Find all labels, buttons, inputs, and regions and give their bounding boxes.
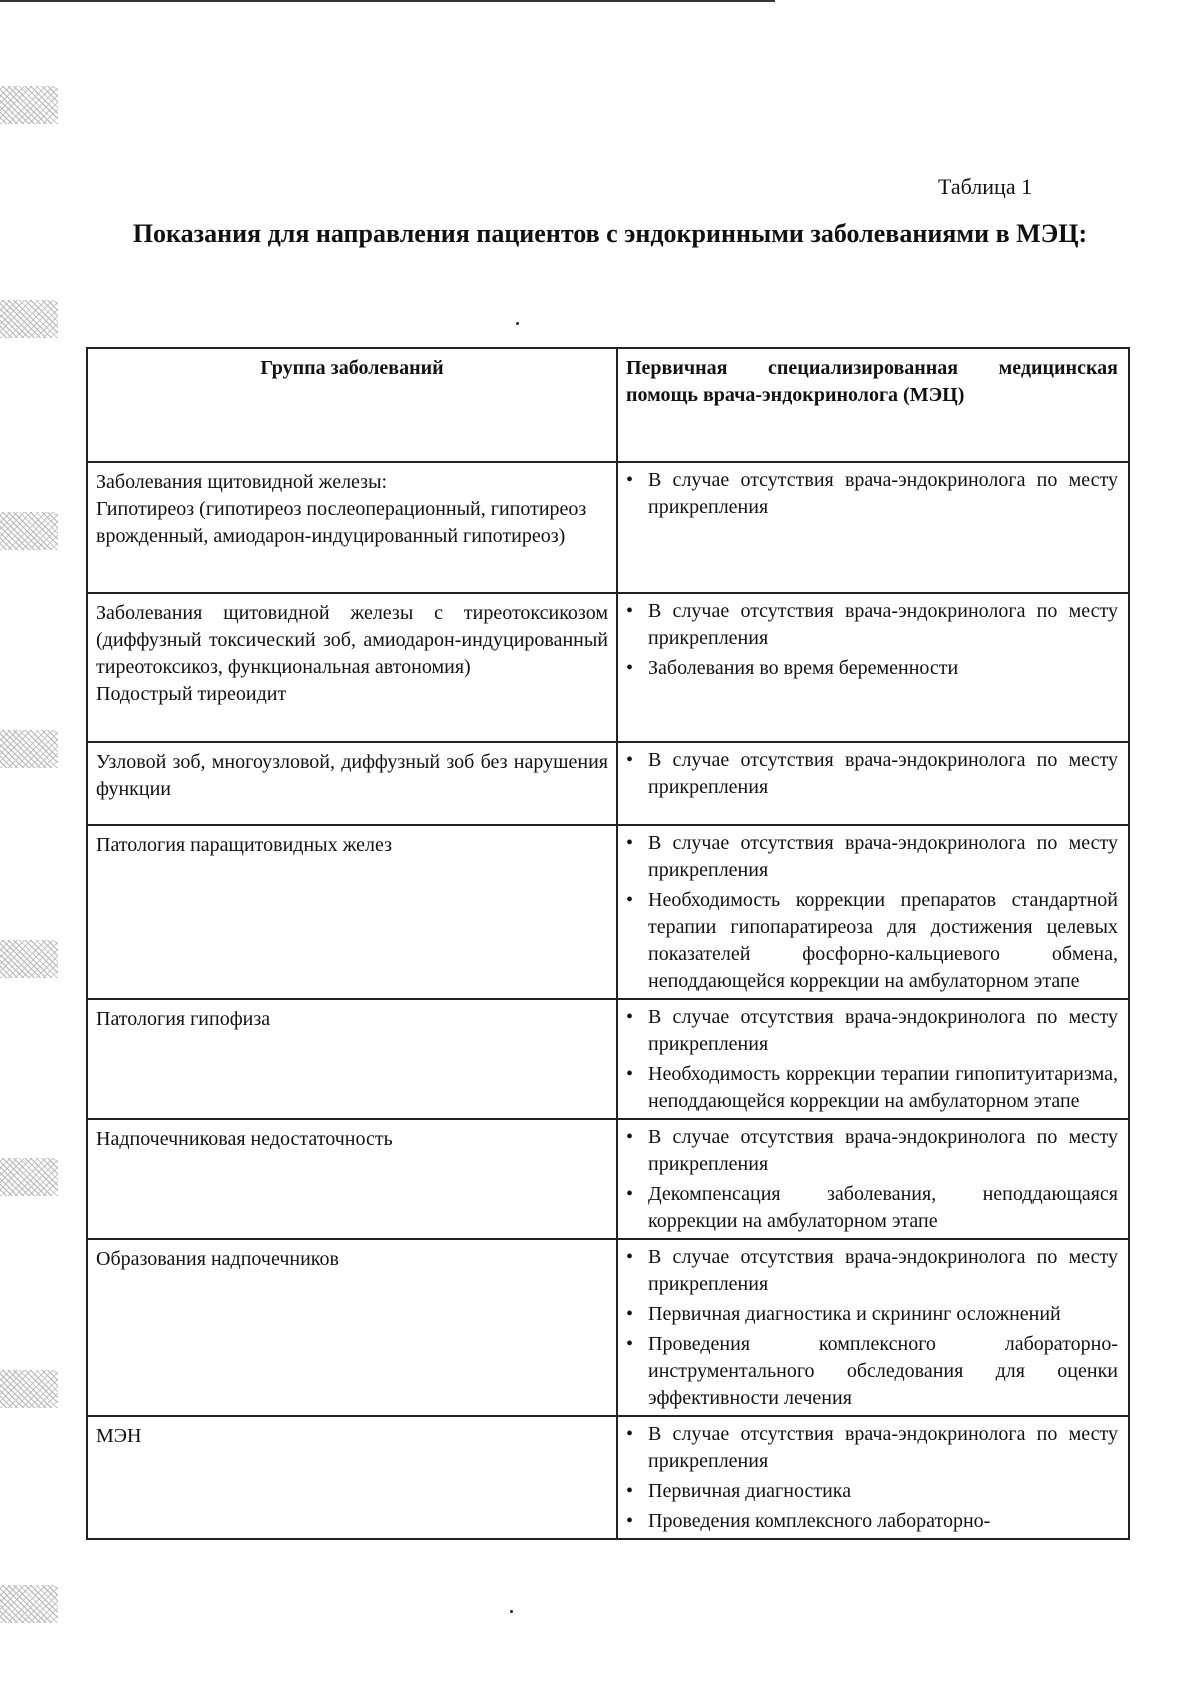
disease-group-cell [87,825,617,999]
scan-margin-noise [0,940,58,978]
indications-cell [617,999,1129,1119]
indications-cell [617,1239,1129,1416]
indications-cell [617,462,1129,593]
indications-table [86,347,1130,1540]
table-row [87,825,1129,999]
table-number: Таблица 1 [938,174,1033,199]
column-header-specialized-care: Первичная специализированная медицинская помощь врача-эндокринолога (МЭЦ) [617,348,1129,462]
disease-group-text: Гипотиреоз (гипотиреоз послеоперационный, гипотиреоз врожденный, амиодарон-индуцированный гипотиреоз) [96,498,587,547]
indication-item: • Необходимость коррекции препаратов стандартной терапии гипопаратиреоза для достижения целевых показателей фосфорно-кальциевого обмена, неподдающейся коррекции на амбулаторном этапе [624,887,1118,995]
disease-group-cell [87,1239,617,1416]
disease-group-text: МЭН [96,1425,142,1447]
indication-item: • Заболевания во время беременности [624,655,1118,682]
disease-group-cell [87,593,617,742]
indication-item: • В случае отсутствия врача-эндокринолога по месту прикрепления [624,1004,1118,1058]
disease-group-cell [87,1416,617,1539]
indications-cell [617,1416,1129,1539]
column-header-disease-group: Группа заболеваний [87,348,617,462]
table-row [87,1416,1129,1539]
disease-group-text: Заболевания щитовидной железы: [96,471,388,493]
disease-group-text: Подострый тиреоидит [96,683,287,705]
indication-item: • В случае отсутствия врача-эндокринолога по месту прикрепления [624,467,1118,521]
scan-speck [516,322,519,325]
indication-item: • Первичная диагностика [624,1478,1118,1505]
indications-cell [617,825,1129,999]
table-header-row [87,348,1129,462]
indications-cell [617,1119,1129,1239]
disease-group-cell [87,742,617,825]
scan-margin-noise [0,300,58,338]
scan-margin-noise [0,86,58,124]
table-row [87,1239,1129,1416]
table-row [87,1119,1129,1239]
disease-group-text: Патология гипофиза [96,1008,271,1030]
scan-margin-noise [0,512,58,550]
scan-margin-noise [0,1370,58,1408]
indication-item: • В случае отсутствия врача-эндокринолога по месту прикрепления [624,830,1118,884]
disease-group-cell [87,1119,617,1239]
indications-cell [617,742,1129,825]
disease-group-text: Надпочечниковая недостаточность [96,1128,393,1150]
table-title: Показания для направления пациентов с эндокринными заболеваниями в МЭЦ: [132,219,1088,248]
table-row [87,593,1129,742]
scan-margin-noise [0,1158,58,1196]
table-row [87,462,1129,593]
indication-item: • В случае отсутствия врача-эндокринолога по месту прикрепления [624,1421,1118,1475]
indication-item: • Необходимость коррекции терапии гипопитуитаризма, неподдающейся коррекции на амбулаторном этапе [624,1061,1118,1115]
disease-group-text: Образования надпочечников [96,1248,339,1270]
disease-group-text: Узловой зоб, многоузловой, диффузный зоб без нарушения функции [96,751,608,800]
indication-item: • Декомпенсация заболевания, неподдающаяся коррекции на амбулаторном этапе [624,1181,1118,1235]
disease-group-cell [87,999,617,1119]
indication-item: • В случае отсутствия врача-эндокринолога по месту прикрепления [624,1124,1118,1178]
scan-speck [510,1610,513,1613]
table-row [87,999,1129,1119]
indication-item: • Проведения комплексного лабораторно- [624,1508,1118,1535]
scan-top-rule [0,0,775,2]
indication-item: • Первичная диагностика и скрининг осложнений [624,1301,1118,1328]
disease-group-text: Патология паращитовидных желез [96,834,393,856]
disease-group-text: Заболевания щитовидной железы с тиреотоксикозом (диффузный токсический зоб, амиодарон-индуцированный тиреотоксикоз, функциональная автономия) [96,602,608,678]
disease-group-cell [87,462,617,593]
indication-item: • В случае отсутствия врача-эндокринолога по месту прикрепления [624,747,1118,801]
table-row [87,742,1129,825]
indication-item: • В случае отсутствия врача-эндокринолога по месту прикрепления [624,598,1118,652]
indications-cell [617,593,1129,742]
indication-item: • В случае отсутствия врача-эндокринолога по месту прикрепления [624,1244,1118,1298]
scan-margin-noise [0,730,58,768]
scan-margin-noise [0,1585,58,1623]
indication-item: • Проведения комплексного лабораторно-инструментального обследования для оценки эффективности лечения [624,1331,1118,1412]
